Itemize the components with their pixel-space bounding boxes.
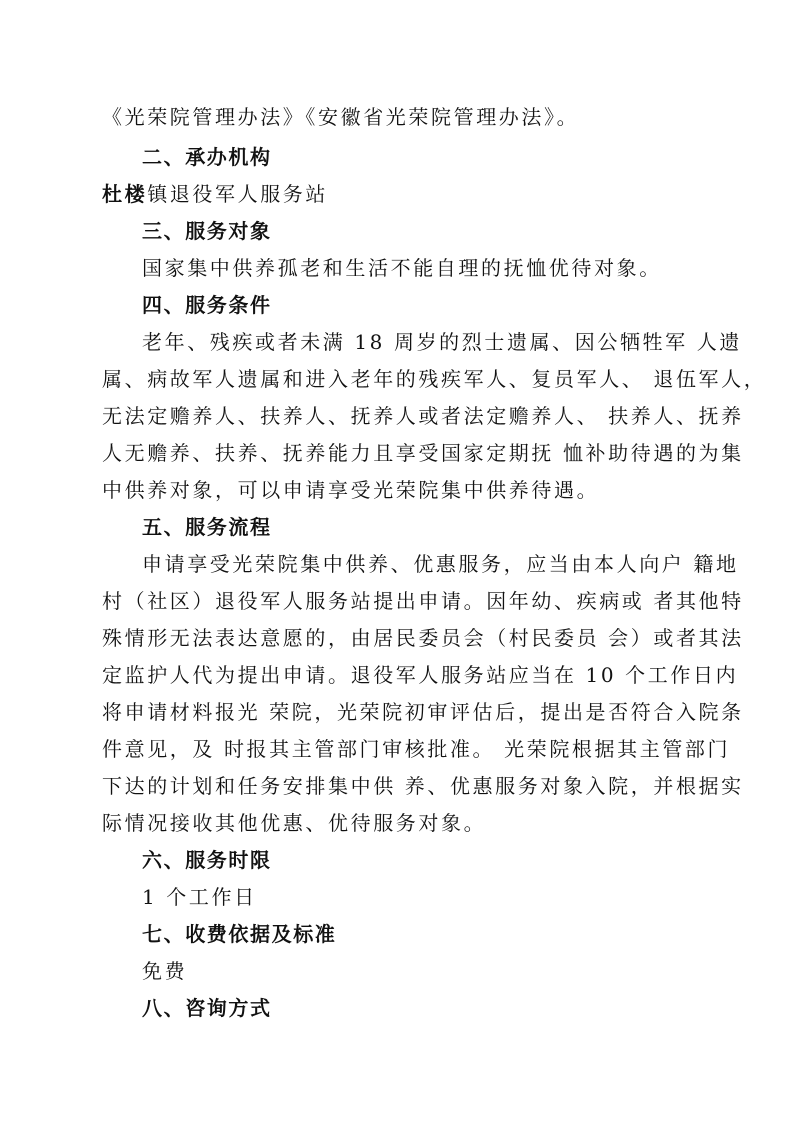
section-8-heading: 八、咨询方式 xyxy=(142,996,272,1020)
section-5-line: 下达的计划和任务安排集中供 养、优惠服务对象入院，并根据实 xyxy=(102,774,744,798)
section-7-heading: 七、收费依据及标准 xyxy=(142,922,337,946)
section-6-body: 1 个工作日 xyxy=(142,885,257,909)
section-4-line: 无法定赡养人、扶养人、抚养人或者法定赡养人、 扶养人、抚养 xyxy=(102,404,744,428)
section-2-body-rest: 镇退役军人服务站 xyxy=(147,182,329,206)
section-3-body: 国家集中供养孤老和生活不能自理的抚恤优待对象。 xyxy=(142,256,662,280)
section-4-line: 人无赡养、扶养、抚养能力且享受国家定期抚 恤补助待遇的为集 xyxy=(102,441,744,465)
section-5-line: 件意见，及 时报其主管部门审核批准。 光荣院根据其主管部门 xyxy=(102,737,731,761)
section-5-line: 定监护人代为提出申请。退役军人服务站应当在 10 个工作日内 xyxy=(102,663,739,687)
section-5-line: 村（社区）退役军人服务站提出申请。因年幼、疾病或 者其他特 xyxy=(102,589,744,613)
section-2-heading: 二、承办机构 xyxy=(142,145,272,169)
section-5-line: 际情况接收其他优惠、优待服务对象。 xyxy=(102,811,487,835)
section-4-line: 属、病故军人遗属和进入老年的残疾军人、复员军人、 退伍军人， xyxy=(102,367,767,391)
section-7-body: 免费 xyxy=(142,959,188,983)
section-2-body-bold: 杜楼 xyxy=(102,182,148,206)
intro-line: 《光荣院管理办法》《安徽省光荣院管理办法》。 xyxy=(102,105,580,129)
section-6-heading: 六、服务时限 xyxy=(142,848,272,872)
section-4-line: 中供养对象，可以申请享受光荣院集中供养待遇。 xyxy=(102,478,600,502)
section-4-line: 老年、残疾或者未满 18 周岁的烈士遗属、因公牺牲军 人遗 xyxy=(142,330,742,354)
section-5-heading: 五、服务流程 xyxy=(142,515,272,539)
section-3-heading: 三、服务对象 xyxy=(142,219,272,243)
section-4-heading: 四、服务条件 xyxy=(142,293,272,317)
section-5-line: 申请享受光荣院集中供养、优惠服务，应当由本人向户 籍地 xyxy=(142,552,739,576)
section-5-line: 将申请材料报光 荣院，光荣院初审评估后，提出是否符合入院条 xyxy=(102,700,744,724)
section-5-line: 殊情形无法表达意愿的，由居民委员会（村民委员 会）或者其法 xyxy=(102,626,744,650)
section-2-body xyxy=(102,179,702,209)
